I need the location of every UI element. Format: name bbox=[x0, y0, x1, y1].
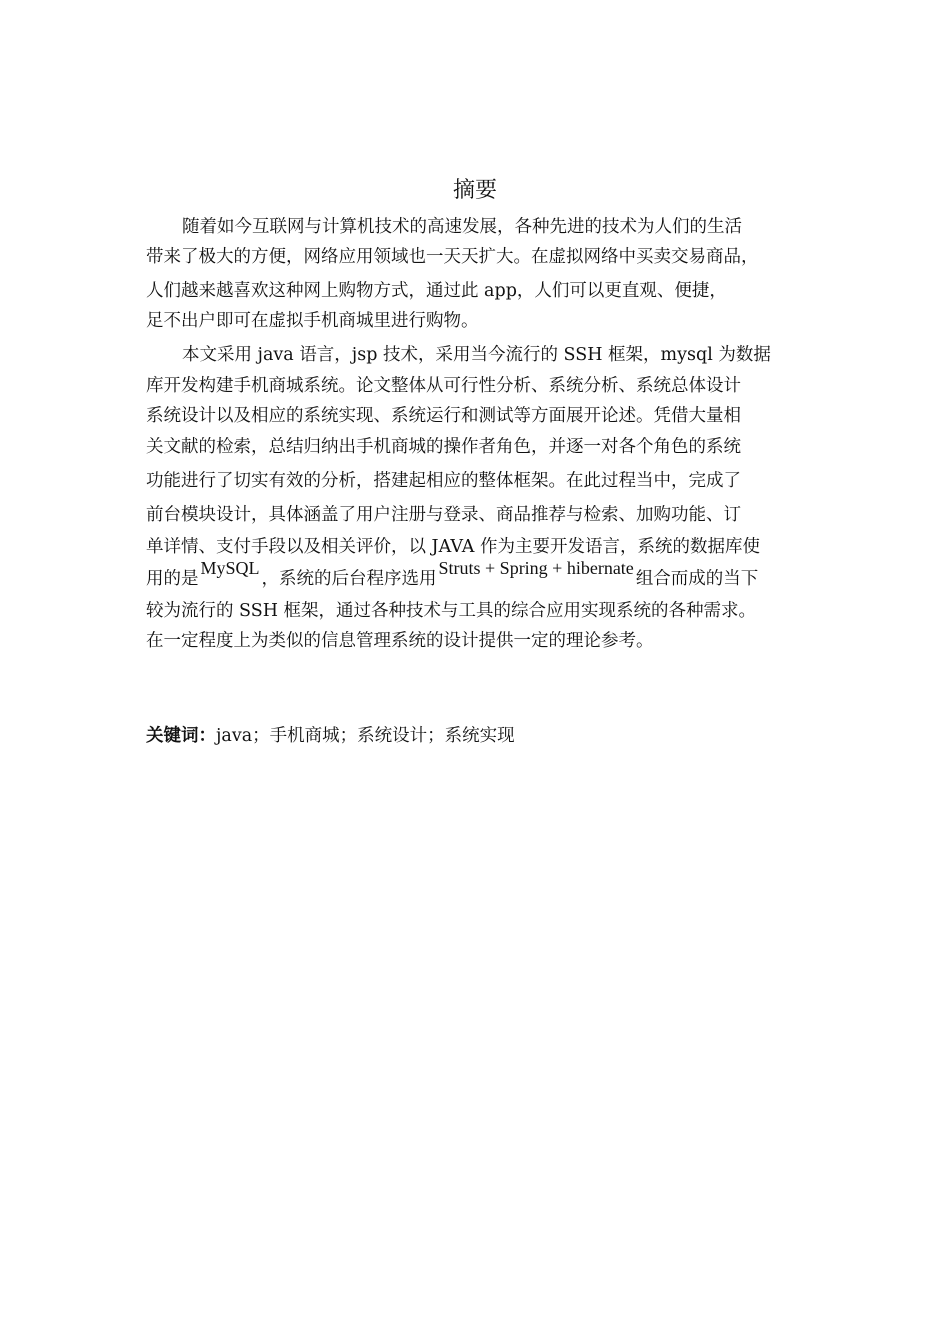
keywords-line bbox=[146, 722, 515, 750]
paragraph-2-line-2: 库开发构建手机商城系统。论文整体从可行性分析、系统分析、系统总体设计 bbox=[146, 376, 741, 396]
paragraph-2-line-7: 单详情、支付手段以及相关评价，以 JAVA 作为主要开发语言，系统的数据库使 bbox=[146, 537, 760, 557]
paragraph-2-line-1: 本文采用 java 语言，jsp 技术，采用当今流行的 SSH 框架，mysql 为数据 bbox=[182, 345, 771, 365]
line-8-text-a: 用的是 bbox=[146, 569, 199, 589]
paragraph-2-line-4: 关文献的检索，总结归纳出手机商城的操作者角色，并逐一对各个角色的系统 bbox=[146, 437, 741, 457]
paragraph-2-line-6: 前台模块设计，具体涵盖了用户注册与登录、商品推荐与检索、加购功能、订 bbox=[146, 505, 741, 525]
paragraph-1-line-1: 随着如今互联网与计算机技术的高速发展，各种先进的技术为人们的生活 bbox=[182, 217, 742, 237]
paragraph-1-line-4: 足不出户即可在虚拟手机商城里进行购物。 bbox=[146, 311, 479, 331]
paragraph-2-line-5: 功能进行了切实有效的分析，搭建起相应的整体框架。在此过程当中，完成了 bbox=[146, 471, 741, 491]
paragraph-2-line-10: 在一定程度上为类似的信息管理系统的设计提供一定的理论参考。 bbox=[146, 631, 654, 651]
paragraph-2-line-9: 较为流行的 SSH 框架，通过各种技术与工具的综合应用实现系统的各种需求。 bbox=[146, 601, 757, 621]
paragraph-2-line-3: 系统设计以及相应的系统实现、系统运行和测试等方面展开论述。凭借大量相 bbox=[146, 406, 741, 426]
abstract-title: 摘要 bbox=[452, 178, 497, 203]
paragraph-1-line-2: 带来了极大的方便，网络应用领域也一天天扩大。在虚拟网络中买卖交易商品， bbox=[146, 247, 759, 267]
paragraph-2-line-8 bbox=[146, 558, 759, 592]
keywords-label: 关键词： bbox=[146, 726, 216, 746]
line-8-text-c: 组合而成的当下 bbox=[635, 569, 759, 589]
keywords-value: java；手机商城；系统设计；系统实现 bbox=[216, 726, 515, 746]
paragraph-1-line-3: 人们越来越喜欢这种网上购物方式，通过此 app，人们可以更直观、便捷， bbox=[146, 281, 727, 301]
framework-formula: Struts + Spring + hibernate bbox=[438, 558, 634, 578]
mysql-formula: MySQL bbox=[200, 558, 260, 578]
line-8-text-b: ，系统的后台程序选用 bbox=[261, 569, 437, 589]
